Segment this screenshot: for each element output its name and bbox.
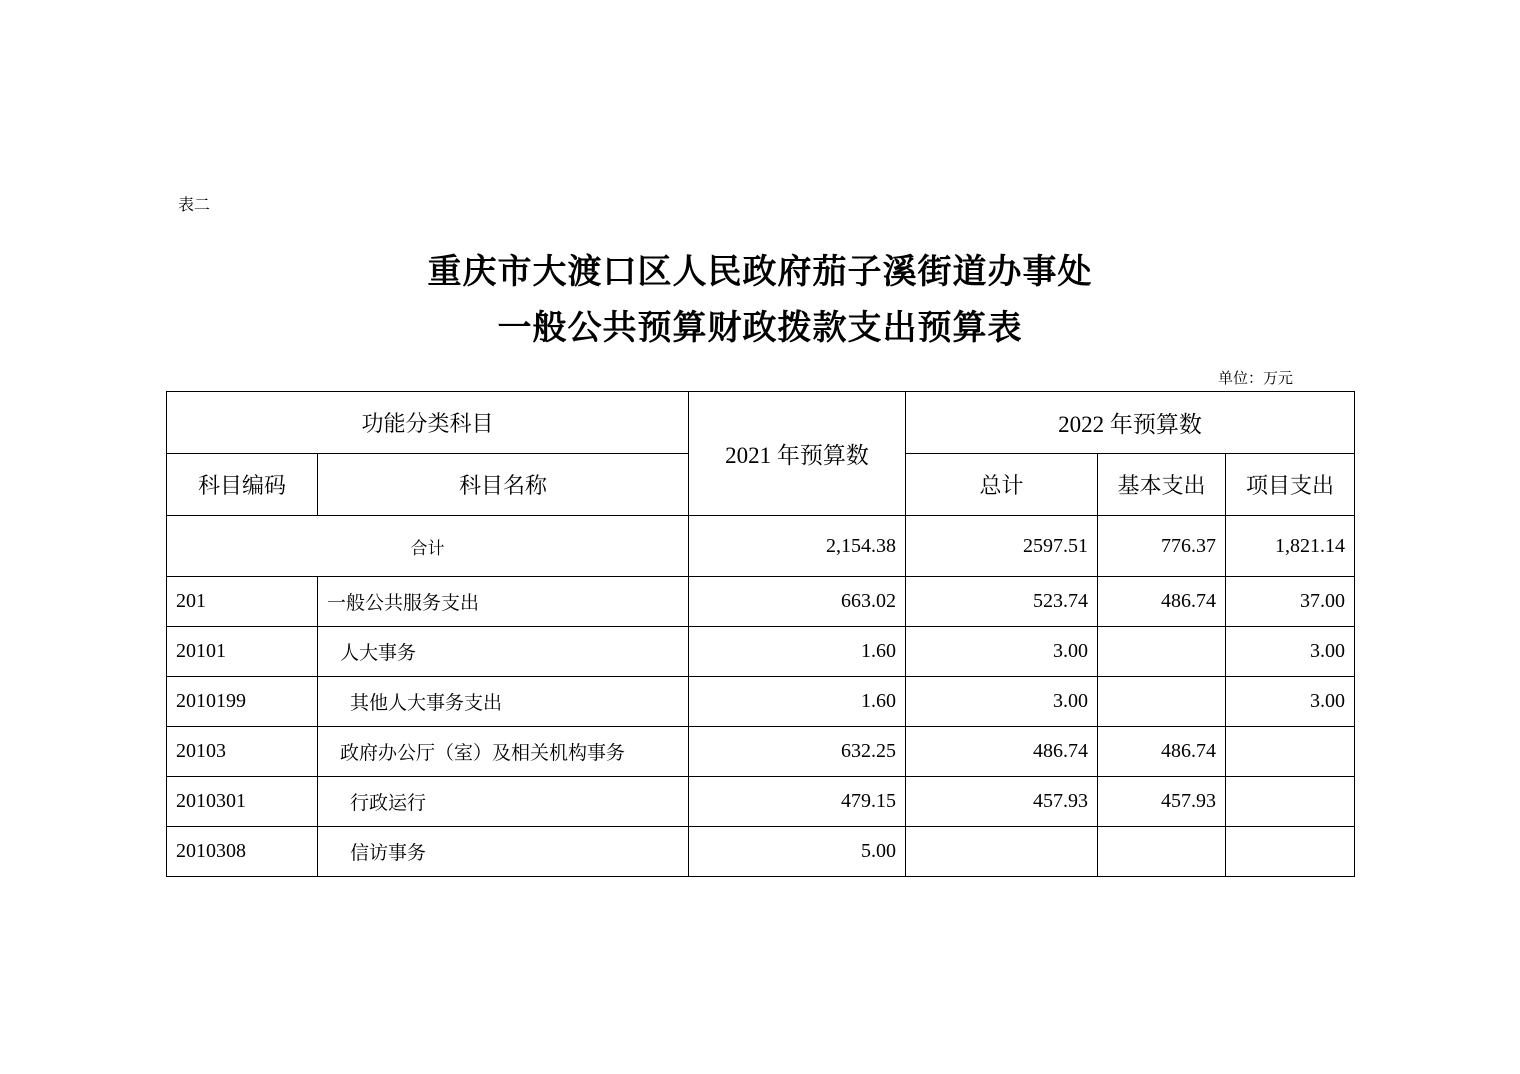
row-name: 信访事务 (318, 827, 689, 877)
row-code: 20103 (167, 727, 318, 777)
row-basic (1098, 677, 1226, 727)
row-name: 行政运行 (318, 777, 689, 827)
row-name: 一般公共服务支出 (318, 577, 689, 627)
row-total: 3.00 (906, 677, 1098, 727)
row-basic (1098, 827, 1226, 877)
row-name: 政府办公厅（室）及相关机构事务 (318, 727, 689, 777)
row-basic: 457.93 (1098, 777, 1226, 827)
table-row (167, 577, 1355, 627)
table-row (167, 777, 1355, 827)
table-row (167, 677, 1355, 727)
header-project: 项目支出 (1226, 454, 1355, 516)
row-total (906, 827, 1098, 877)
row-2021: 5.00 (689, 827, 906, 877)
row-code: 201 (167, 577, 318, 627)
header-row-1 (167, 392, 1355, 454)
row-code: 2010301 (167, 777, 318, 827)
row-code: 2010199 (167, 677, 318, 727)
table-label: 表二 (178, 195, 211, 214)
header-basic: 基本支出 (1098, 454, 1226, 516)
total-2022-project: 1,821.14 (1226, 516, 1355, 577)
header-budget-2022: 2022 年预算数 (906, 392, 1355, 454)
page-title-line-2: 一般公共预算财政拨款支出预算表 (497, 308, 1023, 348)
row-project: 3.00 (1226, 677, 1355, 727)
row-total: 3.00 (906, 627, 1098, 677)
row-name: 人大事务 (318, 627, 689, 677)
row-basic: 486.74 (1098, 727, 1226, 777)
header-budget-2021: 2021 年预算数 (689, 392, 906, 516)
page-title-line-1: 重庆市大渡口区人民政府茄子溪街道办事处 (427, 252, 1093, 292)
row-2021: 632.25 (689, 727, 906, 777)
row-basic (1098, 627, 1226, 677)
table-row (167, 827, 1355, 877)
unit-label: 单位：万元 (1218, 369, 1294, 387)
total-2022-basic: 776.37 (1098, 516, 1226, 577)
header-code: 科目编码 (167, 454, 318, 516)
row-2021: 663.02 (689, 577, 906, 627)
table-row (167, 627, 1355, 677)
row-total: 457.93 (906, 777, 1098, 827)
row-project (1226, 827, 1355, 877)
row-name: 其他人大事务支出 (318, 677, 689, 727)
header-total: 总计 (906, 454, 1098, 516)
row-2021: 1.60 (689, 627, 906, 677)
row-code: 20101 (167, 627, 318, 677)
row-basic: 486.74 (1098, 577, 1226, 627)
row-project (1226, 727, 1355, 777)
table-row (167, 727, 1355, 777)
total-label: 合计 (167, 516, 689, 577)
header-category: 功能分类科目 (167, 392, 689, 454)
total-2022-total: 2597.51 (906, 516, 1098, 577)
total-row (167, 516, 1355, 577)
row-code: 2010308 (167, 827, 318, 877)
row-2021: 1.60 (689, 677, 906, 727)
row-2021: 479.15 (689, 777, 906, 827)
header-name: 科目名称 (318, 454, 689, 516)
budget-table (166, 391, 1355, 877)
row-project (1226, 777, 1355, 827)
row-project: 37.00 (1226, 577, 1355, 627)
row-total: 486.74 (906, 727, 1098, 777)
row-total: 523.74 (906, 577, 1098, 627)
row-project: 3.00 (1226, 627, 1355, 677)
total-2021: 2,154.38 (689, 516, 906, 577)
